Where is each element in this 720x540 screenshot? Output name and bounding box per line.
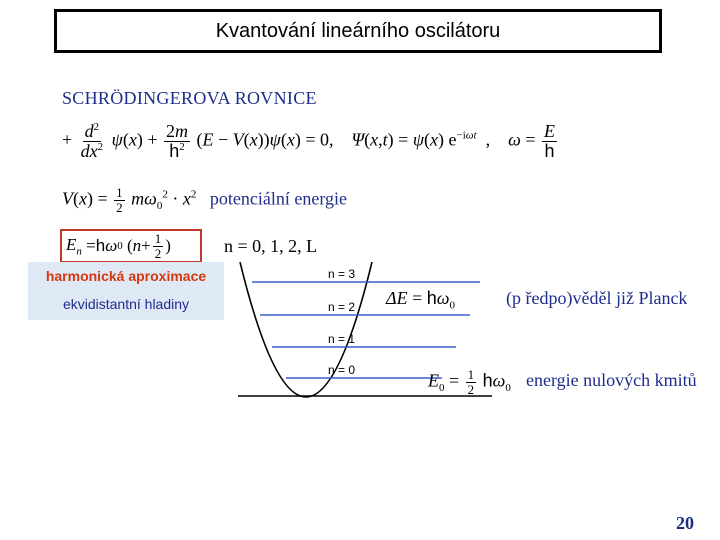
one-half-fraction-zero: $\frac{1}{2}$ xyxy=(467,367,475,397)
schrodinger-equation: + $\frac{d^2}{dx^2}$ ψ(x) + $\frac{2m}{h^2}$ (E − V(x))ψ(x) = 0, Ψ(x,t) = ψ(x) $e^{-i\omega t}$ , ω = $\frac{E}{h}$ xyxy=(62,121,555,161)
level-label-1: n = 1 xyxy=(328,332,356,346)
omega-fraction: $\frac{E}{h}$ xyxy=(543,121,555,161)
zero-point-formula: $E_0$ = $\frac{1}{2}$ $h\omega_0$ xyxy=(428,367,511,397)
delta-e-formula: $\Delta E = h\omega_0$ xyxy=(386,288,455,312)
slide-title xyxy=(54,9,662,53)
two-m-over-hbar-fraction: $\frac{2m}{h^2}$ xyxy=(166,121,188,161)
harmonic-approximation-title: harmonická aproximace xyxy=(45,268,207,284)
energy-levels-formula: $E_n$ = h ω 0 ( n + $\frac{1}{2}$ ) xyxy=(60,229,202,263)
slide-title-text: Kvantování lineárního oscilátoru xyxy=(215,19,501,42)
section-heading: SCHRÖDINGEROVA ROVNICE xyxy=(62,88,317,108)
potential-equation: V(x) = $\frac{1}{2}$ $m\omega_0^2 \cdot x^2$ potenciální energie xyxy=(62,185,347,215)
second-derivative-fraction: $\frac{d^2}{dx^2}$ xyxy=(80,121,104,161)
n-values: n = 0, 1, 2, L xyxy=(224,236,318,256)
level-label-3: n = 3 xyxy=(328,267,356,281)
equidistant-levels-label: ekvidistantní hladiny xyxy=(62,296,190,312)
potential-label: potenciální energie xyxy=(209,188,347,209)
one-half-fraction-energy: $\frac{1}{2}$ xyxy=(154,230,162,261)
planck-note: (p ředpo)věděl již Planck xyxy=(506,288,688,308)
level-label-2: n = 2 xyxy=(328,300,356,314)
harmonic-approximation-box xyxy=(28,262,224,320)
one-half-fraction: $\frac{1}{2}$ xyxy=(116,185,123,215)
level-label-0: n = 0 xyxy=(328,363,356,377)
zero-point-label: energie nulových kmitů xyxy=(526,370,697,390)
page-number: 20 xyxy=(676,513,694,533)
